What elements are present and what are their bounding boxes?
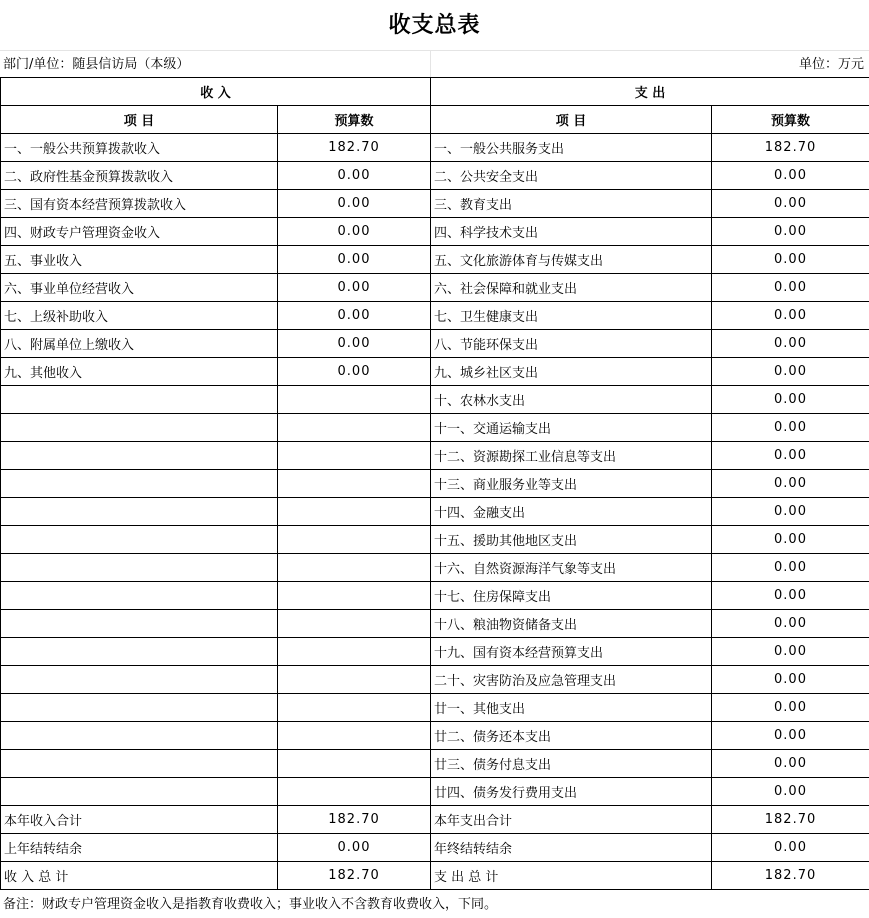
income-value-cell: 0.00	[278, 274, 431, 302]
expense-value-cell: 182.70	[712, 134, 869, 162]
income-item-cell	[1, 498, 278, 526]
expense-value-cell: 0.00	[712, 414, 869, 442]
expense-item-cell: 十四、金融支出	[431, 498, 712, 526]
expense-value-cell: 0.00	[712, 526, 869, 554]
table-row	[1, 610, 869, 638]
table-row	[1, 582, 869, 610]
income-value-cell	[278, 750, 431, 778]
expense-item-cell: 七、卫生健康支出	[431, 302, 712, 330]
summary-row	[1, 862, 869, 890]
summary-row	[1, 834, 869, 862]
meta-divider	[430, 51, 431, 78]
footnote: 备注：财政专户管理资金收入是指教育收费收入；事业收入不含教育收费收入，下同。	[3, 897, 498, 912]
table-row	[1, 666, 869, 694]
table-row	[1, 274, 869, 302]
table-row	[1, 750, 869, 778]
expense-item-cell: 廿四、债务发行费用支出	[431, 778, 712, 806]
expense-value-cell: 0.00	[712, 218, 869, 246]
expense-item-cell: 一、一般公共服务支出	[431, 134, 712, 162]
expense-value-cell: 0.00	[712, 666, 869, 694]
expense-item-cell: 十一、交通运输支出	[431, 414, 712, 442]
table-body	[1, 134, 869, 806]
expense-value-cell: 0.00	[712, 330, 869, 358]
table-row	[1, 694, 869, 722]
table-row	[1, 190, 869, 218]
expense-value-cell: 0.00	[712, 694, 869, 722]
income-item-cell	[1, 638, 278, 666]
expense-item-cell: 二、公共安全支出	[431, 162, 712, 190]
table-row	[1, 442, 869, 470]
income-item-cell: 四、财政专户管理资金收入	[1, 218, 278, 246]
expense-item-cell: 十八、粮油物资储备支出	[431, 610, 712, 638]
income-item-cell	[1, 610, 278, 638]
page-title: 收支总表	[388, 13, 481, 38]
table-row	[1, 162, 869, 190]
income-item-cell: 八、附属单位上缴收入	[1, 330, 278, 358]
expense-item-cell: 十九、国有资本经营预算支出	[431, 638, 712, 666]
summary-income-label: 上年结转结余	[1, 834, 278, 862]
income-value-cell	[278, 778, 431, 806]
table-row	[1, 638, 869, 666]
income-value-cell	[278, 526, 431, 554]
income-item-cell: 五、事业收入	[1, 246, 278, 274]
column-header-row	[1, 106, 869, 134]
expense-item-cell: 六、社会保障和就业支出	[431, 274, 712, 302]
expense-item-cell: 十七、住房保障支出	[431, 582, 712, 610]
expense-value-cell: 0.00	[712, 190, 869, 218]
summary-income-value: 182.70	[278, 806, 431, 834]
summary-income-value: 0.00	[278, 834, 431, 862]
table-summary	[1, 806, 869, 890]
income-value-cell	[278, 610, 431, 638]
income-item-cell	[1, 722, 278, 750]
summary-expense-value: 0.00	[712, 834, 869, 862]
income-item-cell	[1, 750, 278, 778]
income-item-cell	[1, 442, 278, 470]
expense-item-header: 项 目	[431, 106, 712, 134]
expense-item-cell: 八、节能环保支出	[431, 330, 712, 358]
table-row	[1, 498, 869, 526]
table-row	[1, 722, 869, 750]
expense-value-cell: 0.00	[712, 498, 869, 526]
expense-value-cell: 0.00	[712, 582, 869, 610]
expense-item-cell: 十五、援助其他地区支出	[431, 526, 712, 554]
income-budget-header: 预算数	[278, 106, 431, 134]
income-value-cell: 0.00	[278, 190, 431, 218]
income-item-cell	[1, 694, 278, 722]
table-row	[1, 330, 869, 358]
table-row	[1, 386, 869, 414]
income-section-header: 收 入	[1, 78, 431, 106]
table-row	[1, 218, 869, 246]
expense-item-cell: 五、文化旅游体育与传媒支出	[431, 246, 712, 274]
expense-value-cell: 0.00	[712, 470, 869, 498]
income-value-cell: 0.00	[278, 218, 431, 246]
income-item-cell	[1, 386, 278, 414]
income-value-cell	[278, 414, 431, 442]
section-header-row	[1, 78, 869, 106]
summary-income-label: 本年收入合计	[1, 806, 278, 834]
income-item-cell: 三、国有资本经营预算拨款收入	[1, 190, 278, 218]
income-value-cell	[278, 554, 431, 582]
table-row	[1, 134, 869, 162]
income-value-cell	[278, 694, 431, 722]
income-item-cell: 七、上级补助收入	[1, 302, 278, 330]
income-item-cell	[1, 554, 278, 582]
income-item-header: 项 目	[1, 106, 278, 134]
income-value-cell	[278, 470, 431, 498]
income-item-cell: 六、事业单位经营收入	[1, 274, 278, 302]
expense-item-cell: 四、科学技术支出	[431, 218, 712, 246]
table-row	[1, 246, 869, 274]
expense-item-cell: 二十、灾害防治及应急管理支出	[431, 666, 712, 694]
department-label: 部门/单位：随县信访局（本级）	[3, 57, 190, 72]
income-value-cell: 0.00	[278, 330, 431, 358]
expense-item-cell: 十六、自然资源海洋气象等支出	[431, 554, 712, 582]
table-row	[1, 554, 869, 582]
table-row	[1, 470, 869, 498]
income-value-cell	[278, 386, 431, 414]
income-item-cell: 二、政府性基金预算拨款收入	[1, 162, 278, 190]
income-item-cell: 一、一般公共预算拨款收入	[1, 134, 278, 162]
expense-value-cell: 0.00	[712, 162, 869, 190]
summary-expense-value: 182.70	[712, 862, 869, 890]
expense-item-cell: 廿一、其他支出	[431, 694, 712, 722]
expense-item-cell: 十三、商业服务业等支出	[431, 470, 712, 498]
table-row	[1, 526, 869, 554]
income-value-cell: 0.00	[278, 246, 431, 274]
summary-expense-label: 本年支出合计	[431, 806, 712, 834]
income-value-cell	[278, 666, 431, 694]
income-item-cell	[1, 414, 278, 442]
expense-value-cell: 0.00	[712, 638, 869, 666]
expense-item-cell: 廿二、债务还本支出	[431, 722, 712, 750]
header-meta	[0, 50, 869, 78]
expense-item-cell: 十二、资源勘探工业信息等支出	[431, 442, 712, 470]
expense-value-cell: 0.00	[712, 778, 869, 806]
summary-income-value: 182.70	[278, 862, 431, 890]
expense-item-cell: 廿三、债务付息支出	[431, 750, 712, 778]
expense-value-cell: 0.00	[712, 302, 869, 330]
expense-value-cell: 0.00	[712, 442, 869, 470]
summary-income-label: 收 入 总 计	[1, 862, 278, 890]
table-row	[1, 358, 869, 386]
expense-section-header: 支 出	[431, 78, 869, 106]
expense-value-cell: 0.00	[712, 610, 869, 638]
income-value-cell	[278, 638, 431, 666]
income-item-cell	[1, 470, 278, 498]
expense-value-cell: 0.00	[712, 722, 869, 750]
income-item-cell	[1, 582, 278, 610]
expense-value-cell: 0.00	[712, 386, 869, 414]
income-value-cell: 0.00	[278, 358, 431, 386]
table-row	[1, 414, 869, 442]
summary-row	[1, 806, 869, 834]
income-value-cell	[278, 442, 431, 470]
summary-expense-label: 支 出 总 计	[431, 862, 712, 890]
table-row	[1, 302, 869, 330]
income-value-cell	[278, 722, 431, 750]
expense-budget-header: 预算数	[712, 106, 869, 134]
income-item-cell	[1, 666, 278, 694]
expense-value-cell: 0.00	[712, 274, 869, 302]
expense-value-cell: 0.00	[712, 750, 869, 778]
income-value-cell	[278, 582, 431, 610]
unit-label: 单位：万元	[798, 57, 864, 72]
summary-expense-label: 年终结转结余	[431, 834, 712, 862]
income-value-cell: 0.00	[278, 302, 431, 330]
table-row	[1, 778, 869, 806]
expense-item-cell: 九、城乡社区支出	[431, 358, 712, 386]
income-value-cell: 182.70	[278, 134, 431, 162]
budget-table	[0, 77, 869, 890]
summary-expense-value: 182.70	[712, 806, 869, 834]
expense-value-cell: 0.00	[712, 246, 869, 274]
expense-value-cell: 0.00	[712, 358, 869, 386]
income-item-cell: 九、其他收入	[1, 358, 278, 386]
income-item-cell	[1, 526, 278, 554]
expense-value-cell: 0.00	[712, 554, 869, 582]
income-item-cell	[1, 778, 278, 806]
income-value-cell: 0.00	[278, 162, 431, 190]
expense-item-cell: 十、农林水支出	[431, 386, 712, 414]
income-value-cell	[278, 498, 431, 526]
expense-item-cell: 三、教育支出	[431, 190, 712, 218]
